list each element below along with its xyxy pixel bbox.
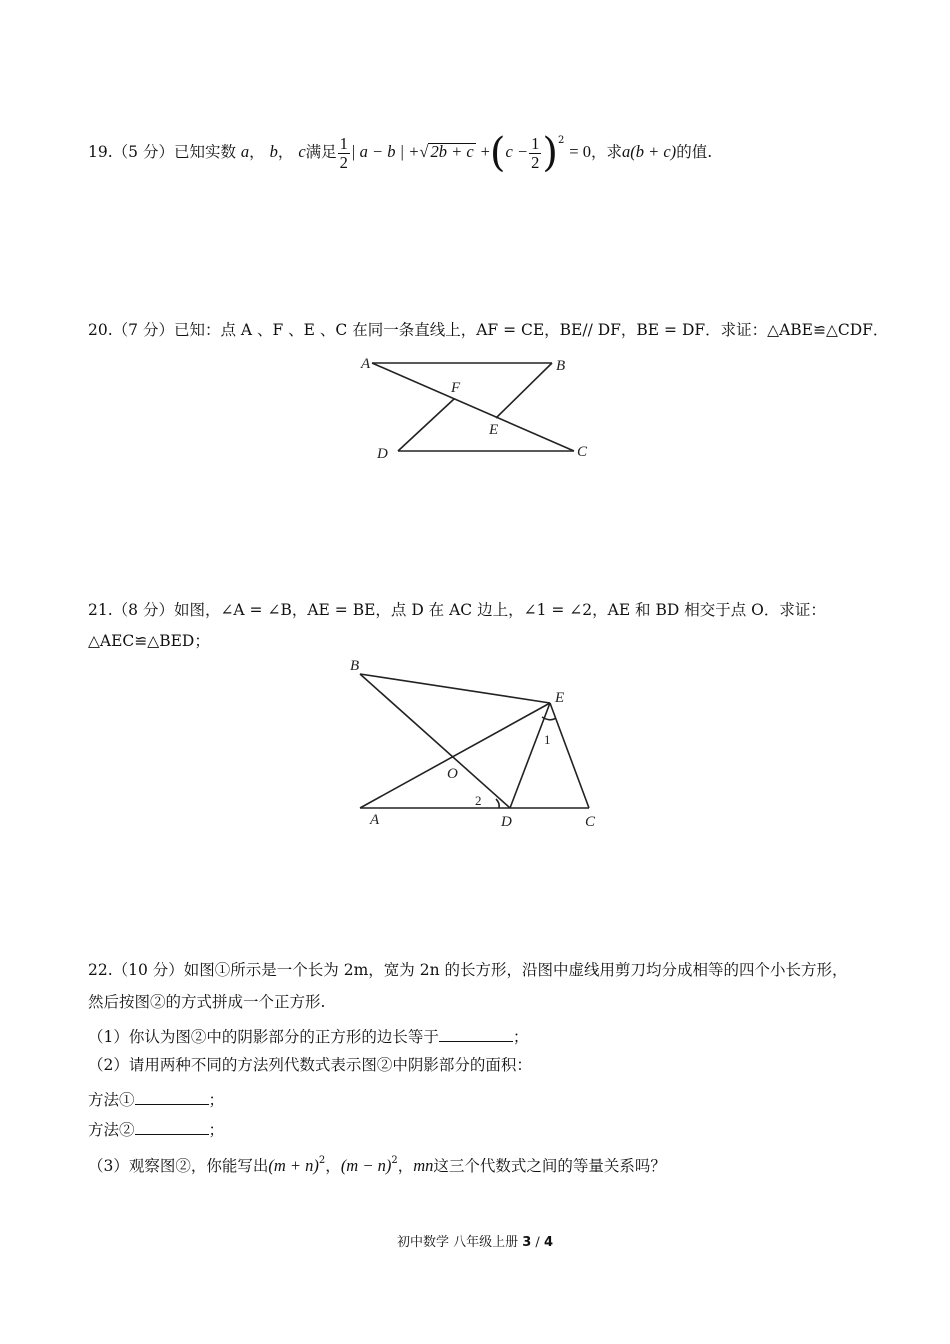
q22-method2 [88, 1120, 224, 1139]
label-D: D [501, 814, 512, 830]
q19-number: 19. [88, 143, 113, 161]
q19-comma2: ， [277, 143, 294, 161]
label-O: O [447, 766, 458, 782]
q19-comma1: ， [249, 143, 265, 161]
paren-inner: c − [505, 142, 529, 161]
answer-blank-3 [135, 1120, 209, 1135]
q22-part1 [88, 1027, 528, 1046]
label-angle-2: 2 [475, 793, 482, 808]
frac2-num: 1 [531, 133, 540, 153]
label-A: A [361, 356, 371, 372]
method2-end: ； [208, 1121, 225, 1139]
equals-zero: = 0 [569, 142, 591, 161]
label-E: E [555, 690, 565, 706]
q22-part3-text: （3）观察图②，你能写出 [88, 1157, 269, 1175]
exponent-2: 2 [557, 135, 565, 146]
sep-1: ， [325, 1157, 341, 1175]
q22-part3 [88, 1155, 666, 1175]
segment-AC [372, 363, 574, 451]
page-footer [0, 1231, 950, 1250]
var-b: b [269, 142, 278, 161]
q19-text4: 的值. [676, 143, 713, 161]
q22-part3-end: 这三个代数式之间的等量关系吗？ [433, 1157, 666, 1175]
label-C: C [585, 814, 596, 830]
answer-blank-2 [135, 1090, 209, 1105]
question-22-line1: 22.（10 分）如图①所示是一个长为 2m，宽为 2n 的长方形，沿图中虚线用剪刀均分成相等的四个小长方形， [88, 961, 848, 979]
q19-text1: 已知实数 [173, 143, 236, 161]
label-E: E [489, 422, 499, 438]
fraction-half [338, 135, 350, 172]
question-22-line2: 然后按图②的方式拼成一个正方形. [88, 993, 326, 1011]
page-total: 4 [543, 1235, 553, 1250]
sqrt-sign: √ [419, 142, 429, 161]
q22-part1-end: ； [512, 1028, 529, 1046]
q22-method1 [88, 1090, 224, 1109]
abs-expr: | a − b | + [350, 142, 420, 161]
sep-2: ， [397, 1157, 414, 1175]
page-number: 3 [522, 1235, 532, 1250]
segment-AE [360, 703, 550, 808]
question-21-line2: △AEC≌△BED； [88, 632, 210, 650]
label-F: F [451, 380, 461, 396]
segment-DF [398, 399, 454, 451]
sqrt-expr: 2b + c [430, 142, 474, 161]
answer-blank-1 [439, 1027, 513, 1042]
method1-end: ； [208, 1091, 225, 1109]
q19-score: （5 分） [112, 143, 174, 161]
expr-m-minus-n: (m − n) [340, 1156, 392, 1175]
footer-text: 初中数学 八年级上册 [396, 1235, 523, 1250]
target-expr: a(b + c) [621, 142, 677, 161]
label-B: B [556, 358, 566, 374]
right-paren: ) [542, 130, 558, 176]
left-paren: ( [489, 130, 506, 176]
frac-den: 2 [339, 152, 348, 172]
question-21-line1: 21.（8 分）如图，∠A = ∠B，AE = BE，点 D 在 AC 边上，∠1 = ∠2，AE 和 BD 相交于点 O．求证： [88, 601, 826, 619]
method1-label: 方法① [88, 1091, 135, 1109]
frac-num: 1 [339, 133, 348, 153]
fraction-half-2 [529, 135, 541, 172]
q22-part2: （2）请用两种不同的方法列代数式表示图②中阴影部分的面积： [88, 1056, 532, 1074]
var-c: c [298, 142, 306, 161]
plus-sign: + [480, 142, 490, 161]
q19-text2: 满足 [305, 143, 337, 161]
exp-2: 2 [391, 1155, 398, 1166]
expr-mn: mn [413, 1156, 434, 1175]
q19-text3: ，求 [590, 143, 622, 161]
label-C: C [577, 444, 588, 460]
var-a: a [240, 142, 250, 161]
angle-2-arc [496, 799, 499, 808]
page-sep: / [531, 1235, 544, 1250]
label-D: D [377, 446, 388, 462]
question-20: 20.（7 分）已知：点 A 、F 、E 、C 在同一条直线上，AF = CE，BE// DF，BE = DF．求证：△ABE≌△CDF． [88, 321, 889, 339]
exp-1: 2 [318, 1155, 326, 1166]
method2-label: 方法② [88, 1121, 135, 1139]
label-A: A [370, 812, 380, 828]
frac2-den: 2 [531, 152, 540, 172]
expr-m-plus-n: (m + n) [268, 1156, 319, 1175]
figure-q21 [344, 652, 609, 832]
label-angle-1: 1 [544, 732, 551, 747]
segment-BE [496, 363, 552, 418]
figure-q20 [360, 352, 600, 462]
question-19 [88, 130, 713, 176]
label-B: B [350, 658, 360, 674]
q22-part1-text: （1）你认为图②中的阴影部分的正方形的边长等于 [88, 1028, 439, 1046]
